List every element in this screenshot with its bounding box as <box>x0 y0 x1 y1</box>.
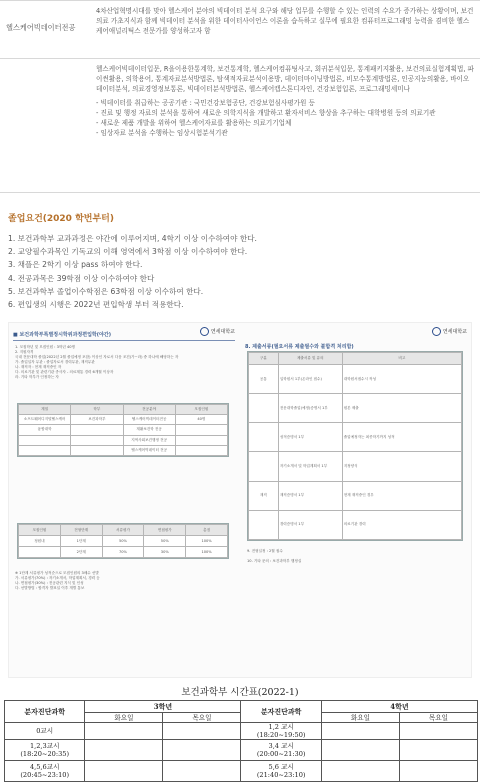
table-cell <box>19 445 71 455</box>
scan-program-table <box>17 403 229 457</box>
row-header-4th: 분자진단과학 <box>241 701 321 723</box>
major-name: 헬스케어빅데이터전공 <box>6 23 76 32</box>
table-cell: 1단계 <box>60 536 102 547</box>
table-cell: 공통 <box>249 365 279 394</box>
text-line: 라. 기타 학부가 인정하는 자 <box>15 375 59 379</box>
col-tuesday: 화요일 <box>321 713 399 723</box>
table-cell: 대학원서접수시 작성 <box>342 365 461 394</box>
scan-page-right <box>241 323 473 679</box>
admission-document-scan <box>8 322 472 678</box>
table-cell <box>71 445 123 455</box>
timetable-title: 보건과학부 시간표(2022-1) <box>181 687 299 698</box>
table-cell: 정원내 <box>19 536 61 547</box>
timetable-cell <box>163 740 241 761</box>
timetable-cell <box>85 723 163 740</box>
timetable-cell <box>321 740 399 761</box>
table-cell: 재직증명서 1부 <box>278 481 342 510</box>
col-tuesday: 화요일 <box>85 713 163 723</box>
table-cell: 100% <box>186 547 228 558</box>
text-line: 1. 모집학년 및 모집인원 : 3학년 40명 <box>15 345 76 349</box>
table-cell <box>175 425 227 435</box>
table-header: 모집인원 <box>175 405 227 415</box>
timetable-cell <box>321 761 399 782</box>
table-cell: 40명 <box>175 415 227 425</box>
table-cell: 의료기관 경력 <box>342 510 461 539</box>
university-seal-icon <box>432 327 441 336</box>
text-line: 10. 기타 문의 : 보건과학부 행정실 <box>247 559 302 563</box>
text-line: 나. 재직자 : 현재 재직중인 자 <box>15 365 62 369</box>
table-header: 총점 <box>186 525 228 536</box>
scan-left-title: ■ 보건과학부특별정시학위과정편입학(야간) <box>13 332 111 338</box>
table-cell: 100% <box>186 536 228 547</box>
table-cell: 성적증명서 1부 <box>278 423 342 452</box>
graduation-title: 졸업요건(2020 학번부터) <box>8 214 114 224</box>
table-cell <box>175 445 227 455</box>
text-line: 9. 전형일정 : 2월 접수 <box>247 549 283 553</box>
table-cell: 현재 재직중인 경우 <box>342 481 461 510</box>
table-header: 구분 <box>249 353 279 365</box>
table-cell <box>71 425 123 435</box>
table-cell <box>71 435 123 445</box>
text-line: 국내 전문대학 졸업(2022년 2월 졸업예정 포함) 이상인 자로서 다음 조건(가~라) 중 하나에 해당하는 자 <box>15 355 179 359</box>
col-group-3rd-year: 3학년 <box>85 701 241 713</box>
timetable <box>4 700 478 782</box>
table-header: 서류평가 <box>102 525 144 536</box>
university-name: 연세대학교 <box>442 329 467 335</box>
graduation-item: 4. 전공과목은 39학점 이상 이수하여야 한다 <box>8 273 155 283</box>
scan-documents-table <box>247 351 463 541</box>
info-row-curriculum <box>0 59 480 193</box>
table-header: 전형단계 <box>60 525 102 536</box>
university-seal-icon <box>200 327 209 336</box>
table-header: 면접평가 <box>144 525 186 536</box>
table-cell: 경력증명서 1부 <box>278 510 342 539</box>
timetable-cell <box>163 723 241 740</box>
table-cell: 70% <box>102 547 144 558</box>
career-item: - 빅데이터를 취급하는 공공기관 : 국민건강보험공단, 건강보험심사평가원 등 <box>96 98 315 107</box>
career-item: - 임상자료 분석을 수행하는 임상시험분석기관 <box>96 129 228 138</box>
graduation-item: 2. 교양필수과목인 기독교의 이해 영역에서 3학점 이상 이수하여야 한다. <box>8 247 248 257</box>
scan-evaluation-table <box>17 523 229 559</box>
table-cell: 50% <box>144 536 186 547</box>
table-cell <box>249 510 279 539</box>
graduation-item: 5. 보건과학부 졸업이수학점은 63학점 이상 이수하여 한다. <box>8 286 204 296</box>
table-cell <box>175 435 227 445</box>
info-row-major <box>0 1 480 59</box>
period-label: 1,2,3교시 (18:20~20:35) <box>5 740 85 761</box>
scan-right-text <box>247 549 465 564</box>
timetable-cell <box>321 723 399 740</box>
timetable-cell <box>163 761 241 782</box>
major-description: 4차산업혁명시대를 맞아 헬스케어 분야의 빅데이터 분석 요구와 해당 업무를 수행할 수 있는 인력의 수요가 증가하는 상황이며, 보건의료 가초지식과 함께 빅데이터 분석을 위한 데이터사이언스 이론을 습득하고 실무에 필요한 컴퓨터프로그래밍 능력을 겸비한 헬스케어애널리틱스 전문가를 양성하고자 함 <box>96 7 474 36</box>
graduation-item: 6. 편입생의 시행은 2022년 편입학생 부터 적용한다. <box>8 300 184 310</box>
text-line: ※ 1단계 서류평가 성적순으로 모집인원의 3배수 선발 <box>15 571 99 575</box>
table-header: 모집인원 <box>19 525 61 536</box>
table-cell: 자기소개서 및 학업계획서 1부 <box>278 452 342 481</box>
table-cell <box>249 394 279 423</box>
subject-list: 헬스케어빅데이터입문, R을이용한통계학, 보건통계학, 헬스케어컴퓨팅사고, 회귀분석입문, 통계패키지활용, 보건의료실험계획법, 파이썬활용, 의학용어, 통계자료분석방법론, 탐색적자료분석이용방, 데이터마이닝방법론, 비모수통계방법론, 인공지능의활용, 바이오데이터분석, 의료경영정보통론, 빅데이터분석방법론, 헬스케어캡스톤디자인, 건강보험입론, 프로그래밍세미나 <box>96 65 474 94</box>
table-cell: 소프트웨어디지털헬스케어 <box>19 415 71 425</box>
university-logo <box>432 327 467 336</box>
text-line: 다. 의료기관 및 관련기관 종사자 - 의료계통 경력 6개월 이상자 <box>15 370 114 374</box>
table-cell <box>249 452 279 481</box>
curriculum-body <box>88 59 480 192</box>
period-label: 0교시 <box>5 723 85 740</box>
timetable-cell <box>399 740 477 761</box>
table-cell <box>249 423 279 452</box>
table-cell: 지역사회보건행정 전공 <box>123 435 175 445</box>
table-cell: 50% <box>102 536 144 547</box>
period-label: 1,2 교시 (18:20~19:50) <box>241 723 321 740</box>
col-group-4th-year: 4학년 <box>321 701 477 713</box>
table-header: 계열 <box>19 405 71 415</box>
major-info-table <box>0 0 480 193</box>
table-cell <box>19 547 61 558</box>
text-line: 2. 지원자격 <box>15 350 34 354</box>
career-list <box>96 98 474 139</box>
table-cell <box>19 435 71 445</box>
timetable-cell <box>399 723 477 740</box>
table-cell: 헬스케어빅데이터 전공 <box>123 445 175 455</box>
period-label: 5,6 교시 (21:40~23:10) <box>241 761 321 782</box>
table-cell: 보건과학부 <box>71 415 123 425</box>
scan-page-left <box>9 323 241 679</box>
text-line: 다. 선발방법 : 합격자 발표일 이후 개별 통보 <box>15 586 85 590</box>
table-cell: 재직 <box>249 481 279 510</box>
table-cell: 융합대학 <box>19 425 71 435</box>
graduation-item: 1. 보건과학부 교과과정은 야간에 이루어지며, 4학기 이상 이수하여야 한다. <box>8 234 257 243</box>
table-cell: 30% <box>144 547 186 558</box>
table-header: 제출서류 및 유의 <box>278 353 342 365</box>
university-name: 연세대학교 <box>210 329 235 335</box>
table-cell: 원본 제출 <box>342 394 461 423</box>
text-line: 가. 서류평가(70%) : 자기소개서, 학업계획서, 경력 등 <box>15 576 100 580</box>
timetable-cell <box>85 761 163 782</box>
table-header: 전공분야 <box>123 405 175 415</box>
career-item: - 새로운 제품 개발을 위하여 헬스케어자료를 활용하는 의료기기업체 <box>96 119 292 128</box>
col-thursday: 목요일 <box>163 713 241 723</box>
table-cell: 헬스케어빅데이터전공 <box>123 415 175 425</box>
table-cell: 전문대학졸업(예정)증명서 1부 <box>278 394 342 423</box>
career-item: - 진료 및 행정 자료의 분석을 통하여 새로운 의학지식을 개발하고 환자서비스 향상을 추구하는 대학병원 등의 의료기관 <box>96 108 436 117</box>
graduation-item: 3. 채플은 2학기 이상 pass 하여야 한다. <box>8 260 143 270</box>
scan-right-title: 8. 제출서류(필요서류 제출필수와 불합격 처리함) <box>245 344 354 350</box>
university-logo <box>200 327 235 336</box>
table-cell: 졸업예정자는 최종학기까지 성적 <box>342 423 461 452</box>
text-line: 가. 졸업일자 무관 : 졸업자로서 경력무관, 재직무관 <box>15 360 95 364</box>
text-line: 나. 면접평가(30%) : 전공관련 지식 및 인성 <box>15 581 84 585</box>
table-cell: 2단계 <box>60 547 102 558</box>
graduation-list <box>8 232 468 311</box>
timetable-cell <box>399 761 477 782</box>
table-cell: 지정양식 <box>342 452 461 481</box>
divider <box>13 340 235 341</box>
table-header: 학부 <box>71 405 123 415</box>
table-header: 비고 <box>342 353 461 365</box>
col-thursday: 목요일 <box>399 713 477 723</box>
row-header-3rd: 분자진단과학 <box>5 701 85 723</box>
timetable-cell <box>85 740 163 761</box>
period-label: 4,5,6교시 (20:45~23:10) <box>5 761 85 782</box>
table-cell: 입학원서 1부(온라인 접수) <box>278 365 342 394</box>
scan-left-text <box>15 345 233 380</box>
scan-left-notes <box>15 571 233 591</box>
table-cell: 재활보건학 전공 <box>123 425 175 435</box>
period-label: 3,4 교시 (20:00~21:30) <box>241 740 321 761</box>
